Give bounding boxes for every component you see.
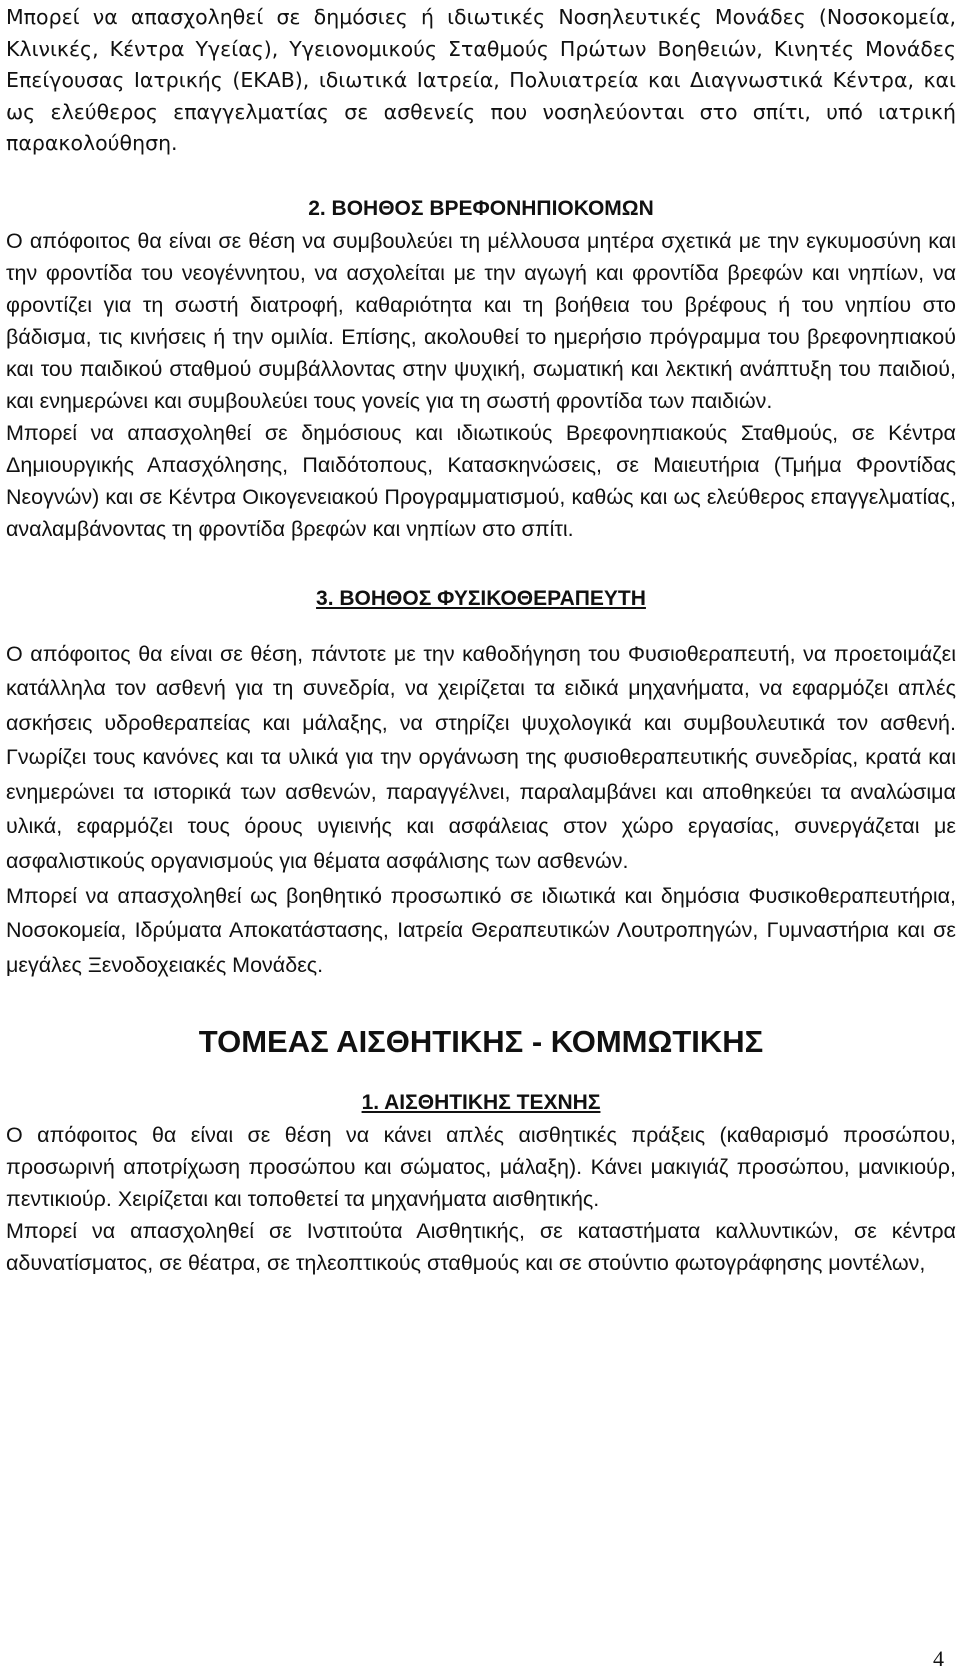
section-2-paragraph-2: Μπορεί να απασχοληθεί σε δημόσιους και ιδιωτικούς Βρεφονηπιακούς Σταθμούς, σε Κέντρα Δημιουργικής Απασχόλησης, Παιδότοπους, Κατασκηνώσεις, σε Μαιευτήρια (Τμήμα Φροντίδας Νεογνών) και σε Κέντρα Οικογενειακού Προγραμματισμού, καθώς και ως ελεύθερος επαγγελματίας, αναλαμβάνοντας τη φροντίδα βρεφών και νηπίων στο σπίτι. (6, 420, 956, 541)
document-page (6, 0, 956, 1279)
page-number: 4 (933, 1646, 944, 1671)
section-3-heading: 3. ΒΟΗΘΟΣ ΦΥΣΙΚΟΘΕΡΑΠΕΥΤΗ (316, 586, 646, 610)
section-2-heading: 2. ΒΟΗΘΟΣ ΒΡΕΦΟΝΗΠΙΟΚΟΜΩΝ (308, 196, 654, 220)
intro-paragraph: Μπορεί να απασχοληθεί σε δημόσιες ή ιδιωτικές Νοσηλευτικές Μονάδες (Νοσοκομεία, Κλινικές, Κέντρα Υγείας), Υγειονομικούς Σταθμούς Πρώτων Βοηθειών, Κινητές Μονάδες Επείγουσας Ιατρικής (ΕΚΑΒ), ιδιωτικά Ιατρεία, Πολυιατρεία και Διαγνωστικά Κέντρα, και ως ελεύθερος επαγγελματίας σε ασθενείς που νοσηλεύονται στο σπίτι, υπό ιατρική παρακολούθηση. (6, 5, 956, 155)
section-3-paragraph-2: Μπορεί να απασχοληθεί ως βοηθητικό προσωπικό σε ιδιωτικά και δημόσια Φυσικοθεραπευτήρια, Νοσοκομεία, Ιδρύματα Αποκατάστασης, Ιατρεία Θεραπευτικών Λουτροπηγών, Γυμναστήρια και σε μεγάλες Ξενοδοχειακές Μονάδες. (6, 883, 956, 977)
aesthetics-heading: 1. ΑΙΣΘΗΤΙΚΗΣ ΤΕΧΝΗΣ (361, 1091, 601, 1115)
section-3-paragraph-1: Ο απόφοιτος θα είναι σε θέση, πάντοτε με την καθοδήγηση του Φυσιοθεραπευτή, να προετοιμάζει κατάλληλα τον ασθενή για τη συνεδρία, να χειρίζεται τα ειδικά μηχανήματα, να εφαρμόζει απλές ασκήσεις υδροθεραπείας και μάλαξης, να στηρίζει ψυχολογικά και συμβουλευτικά τον ασθενή. Γνωρίζει τους κανόνες και τα υλικά για την οργάνωση της φυσιοθεραπευτικής συνεδρίας, κρατά και ενημερώνει τα ιστορικά των ασθενών, παραγγέλνει, παραλαμβάνει και αποθηκεύει τα αναλώσιμα υλικά, εφαρμόζει τους όρους υγιεινής και ασφάλειας στον χώρο εργασίας, συνεργάζεται με ασφαλιστικούς οργανισμούς για θέματα ασφάλισης των ασθενών. (6, 641, 956, 874)
aesthetics-paragraph-2: Μπορεί να απασχοληθεί σε Ινστιτούτα Αισθητικής, σε καταστήματα καλλυντικών, σε κέντρα αδυνατίσματος, σε θέατρα, σε τηλεοπτικούς σταθμούς και σε στούντιο φωτογράφησης μοντέλων, (6, 1219, 956, 1276)
sector-title: ΤΟΜΕΑΣ ΑΙΣΘΗΤΙΚΗΣ - ΚΟΜΜΩΤΙΚΗΣ (198, 1024, 764, 1060)
section-2-paragraph-1: Ο απόφοιτος θα είναι σε θέση να συμβουλεύει τη μέλλουσα μητέρα σχετικά με την εγκυμοσύνη και την φροντίδα του νεογέννητου, να ασχολείται με την αγωγή και φροντίδα βρεφών και νηπίων, να φροντίζει για τη σωστή διατροφή, καθαριότητα και τη βοήθεια του βρέφους ή του νηπίου στο βάδισμα, τις κινήσεις ή την ομιλία. Επίσης, ακολουθεί το ημερήσιο πρόγραμμα του βρεφονηπιακού και του παιδικού σταθμού συμβάλλοντας στην ψυχική, σωματική και λεκτική ανάπτυξη του παιδιού, και ενημερώνει και συμβουλεύει τους γονείς για τη σωστή φροντίδα των παιδιών. (6, 228, 956, 413)
aesthetics-paragraph-1: Ο απόφοιτος θα είναι σε θέση να κάνει απλές αισθητικές πράξεις (καθαρισμό προσώπου, προσωρινή αποτρίχωση προσώπου και σώματος, μάλαξη). Κάνει μακιγιάζ προσώπου, μανικιούρ, πεντικιούρ. Χειρίζεται και τοποθετεί τα μηχανήματα αισθητικής. (6, 1123, 956, 1212)
